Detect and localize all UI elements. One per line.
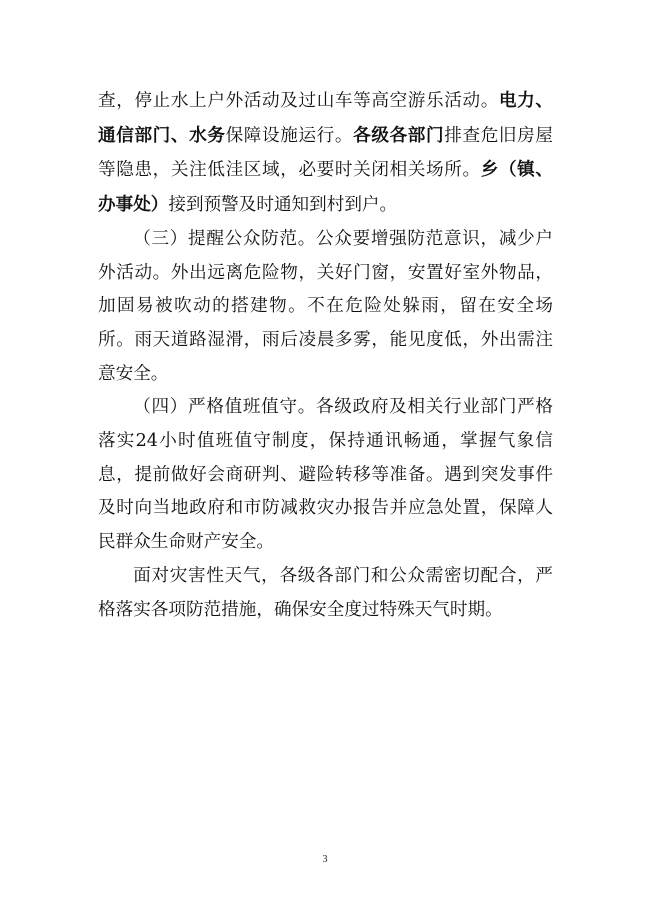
bold-text-power-water: 电力、通信部门、水务: [98, 90, 553, 146]
section-heading-three: （三）提醒公众防范。: [133, 228, 317, 249]
paragraph-text: 面对灾害性天气，各级各部门和公众需密切配合，严格落实各项防范措施，确保安全度过特殊天气时期。: [98, 565, 553, 620]
section-heading-four: （四）严格值班值守。: [133, 397, 317, 418]
paragraph-continuation: [98, 84, 553, 223]
bold-text-departments: 各级各部门: [353, 124, 445, 146]
paragraph-text: 公众要增强防范意识，减少户外活动。外出远离危险物，关好门窗，安置好室外物品，加固易被吹动的搭建物。不在危险处躲雨，留在安全场所。雨天道路湿滑，雨后凌晨多雾，能见度低，外出需注意安全。: [98, 228, 553, 384]
paragraph-text: 各级政府及相关行业部门严格落实24小时值班值守制度，保持通讯畅通，掌握气象信息，提前做好会商研判、避险转移等准备。遇到突发事件及时向当地政府和市防减救灾办报告并应急处置，保障人民群众生命财产安全。: [98, 397, 553, 553]
text-run: 排查危旧房屋等隐患，关注低洼区域，必要时关闭相关场所。: [98, 125, 553, 181]
bold-text-townships: 乡（镇、办事处）: [98, 159, 553, 216]
page-number: 3: [322, 854, 328, 865]
text-run: 查，停止水上户外活动及过山车等高空游乐活动。: [98, 91, 499, 111]
text-run: 接到预警及时通知到村到户。: [168, 195, 398, 216]
paragraph-closing: [98, 560, 553, 627]
paragraph-duty-watch: [98, 391, 553, 560]
paragraph-public-precaution: [98, 223, 553, 392]
text-run: 保障设施运行。: [225, 125, 354, 146]
document-body: [98, 84, 553, 627]
